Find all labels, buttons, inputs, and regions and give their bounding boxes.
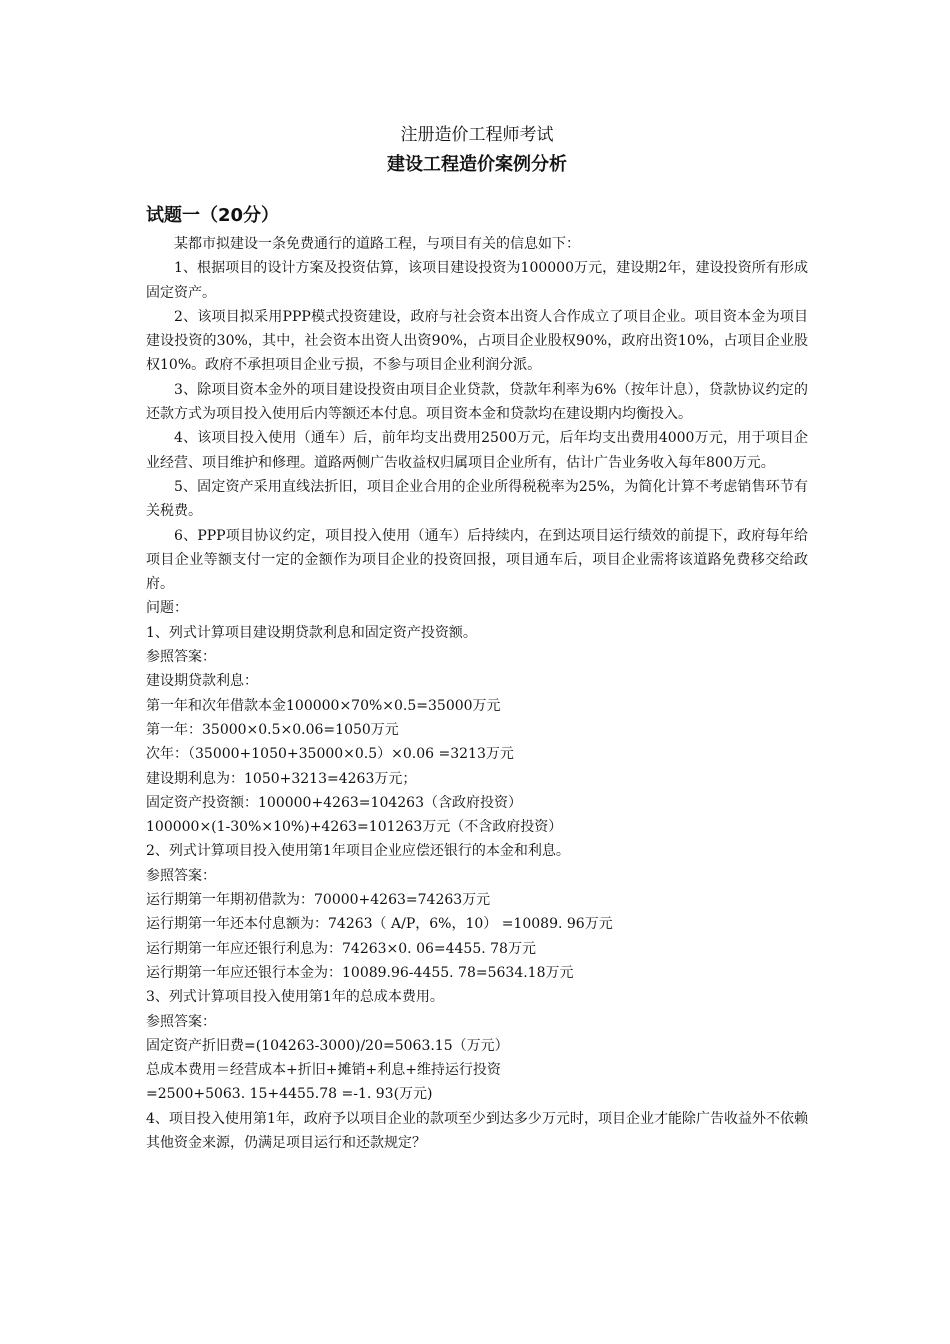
question-background [146, 232, 808, 596]
answer-line: 运行期第一年应还银行利息为：74263×0. 06=4455. 78万元 [146, 940, 536, 957]
answer-line: 次年：（35000+1050+35000×0.5）×0.06 =3213万元 [146, 746, 514, 763]
answer-label: 参照答案： [146, 1013, 216, 1030]
question-heading: 试题一（20分） [146, 205, 280, 226]
answer-line: 建设期利息为：1050+3213=4263万元； [146, 770, 417, 787]
answer-line: 运行期第一年期初借款为：70000+4263=74263万元 [146, 892, 491, 909]
answer-line: 总成本费用＝经营成本+折旧+摊销+利息+维持运行投资 [146, 1062, 501, 1079]
info-paragraph-6: 6、PPP项目协议约定，项目投入使用（通车）后持续内，在到达项目运行绩效的前提下，政府每年给项目企业等额支付一定的金额作为项目企业的投资回报，项目通车后，项目企业需将该道路免费移交给政府。 [146, 527, 808, 593]
answer-line: 固定资产折旧费=(104263-3000)/20=5063.15（万元） [146, 1037, 509, 1054]
question-1: 1、列式计算项目建设期贷款利息和固定资产投资额。 [146, 624, 477, 641]
question-2: 2、列式计算项目投入使用第1年项目企业应偿还银行的本金和利息。 [146, 843, 570, 860]
answer-line: 100000×(1-30%×10%)+4263=101263万元（不含政府投资） [146, 819, 563, 836]
answer-line: 运行期第一年还本付息额为：74263（ A/P，6%，10） =10089. 96万元 [146, 916, 613, 933]
question-4: 4、项目投入使用第1年，政府予以项目企业的款项至少到达多少万元时，项目企业才能除广告收益外不依赖其他资金来源，仍满足项目运行和还款规定？ [146, 1110, 808, 1151]
document-page [146, 120, 808, 1155]
answer-line: 运行期第一年应还银行本金为：10089.96-4455. 78=5634.18万元 [146, 964, 574, 981]
answer-line: 第一年和次年借款本金100000×70%×0.5=35000万元 [146, 697, 501, 714]
intro-paragraph: 某都市拟建设一条免费通行的道路工程，与项目有关的信息如下： [174, 236, 580, 252]
questions-and-answers [146, 596, 808, 1155]
answer-label: 参照答案： [146, 867, 216, 884]
info-paragraph-3: 3、除项目资本金外的项目建设投资由项目企业贷款，贷款年利率为6%（按年计息），贷款协议约定的还款方式为项目投入使用后内等额还本付息。项目资本金和贷款均在建设期内均衡投入。 [146, 381, 808, 423]
info-paragraph-4: 4、该项目投入使用（通车）后，前年均支出费用2500万元，后年均支出费用4000万元，用于项目企业经营、项目维护和修理。道路两侧广告收益权归属项目企业所有，估计广告业务收入每年800万元。 [146, 430, 808, 471]
answer-line: 固定资产投资额：100000+4263=104263（含政府投资） [146, 794, 522, 811]
info-paragraph-1: 1、根据项目的设计方案及投资估算，该项目建设投资为100000万元，建设期2年，建设投资所有形成固定资产。 [146, 260, 808, 301]
questions-label: 问题： [146, 600, 188, 617]
answer-line: 第一年：35000×0.5×0.06=1050万元 [146, 721, 399, 738]
subject-title: 建设工程造价案例分析 [387, 154, 567, 175]
question-3: 3、列式计算项目投入使用第1年的总成本费用。 [146, 989, 444, 1006]
answer-label: 参照答案： [146, 649, 216, 666]
exam-title: 注册造价工程师考试 [400, 125, 554, 145]
info-paragraph-5: 5、固定资产采用直线法折旧，项目企业合用的企业所得税税率为25%，为简化计算不考虑销售环节有关税费。 [146, 478, 808, 520]
answer-line: =2500+5063. 15+4455.78 =-1. 93(万元) [146, 1086, 433, 1103]
answer-line: 建设期贷款利息： [146, 673, 258, 690]
info-paragraph-2: 2、该项目拟采用PPP模式投资建设，政府与社会资本出资人合作成立了项目企业。项目资本金为项目建设投资的30%，其中，社会资本出资人出资90%，占项目企业股权90%，政府出资10%，占项目企业股权10%。政府不承担项目企业亏损，不参与项目企业利润分派。 [146, 308, 808, 374]
